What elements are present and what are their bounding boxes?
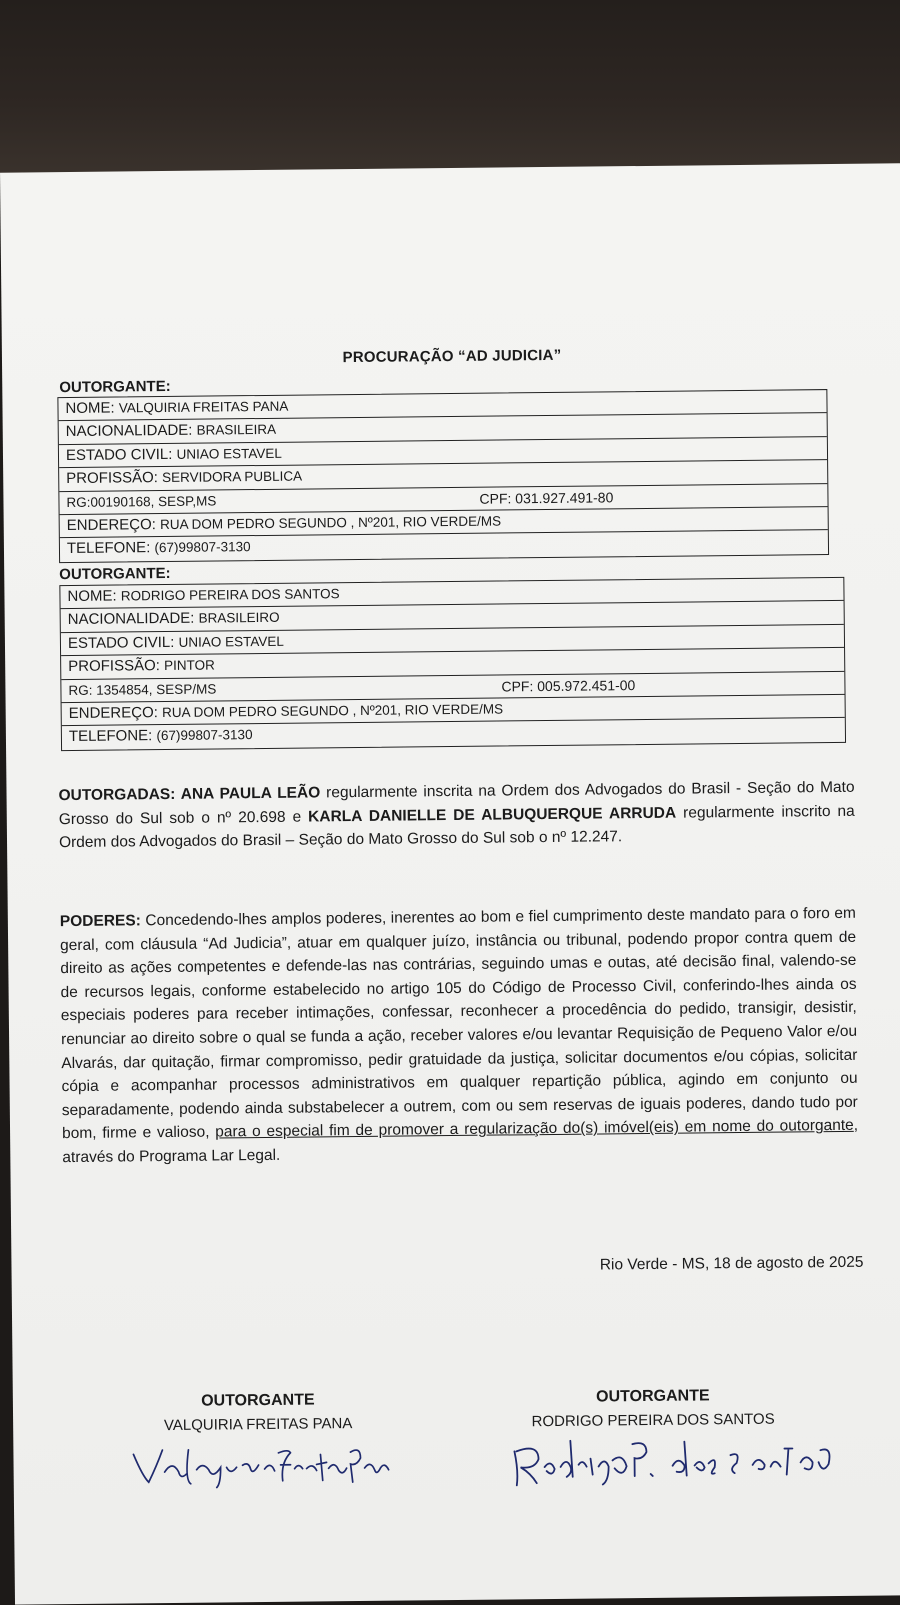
poderes-paragraph: PODERES: Concedendo-lhes amplos poderes, inerentes ao bom e fiel cumprimento deste mandato para o foro em geral, com cláusula “Ad Judicia”, atuar em qualquer juízo, instância ou tribunal, podendo propor contra quem de direito as ações competentes e defende-las nas contrárias, seguindo umas e outas, até decisão final, valendo-se de recursos legais, conforme estabelecido no artigo 105 do Código de Processo Civil, conferindo-lhes ainda os especiais poderes para receber intimações, confessar, reconhecer a procedência do pedido, transigir, desistir, renunciar ao direito sobre o qual se funda a ação, receber valores e/ou levantar Requisição de Pequeno Valor e/ou Alvarás, dar quitação, firmar compromisso, pedir gratuidade da justiça, solicitar documentos e/ou cópias, solicitar cópia e acompanhar processos administrativos em qualquer repartição pública, agindo em conjunto ou separadamente, podendo ainda substabelecer a outrem, com ou sem reservas de iguais poderes, dando tudo por bom, firme e valioso, para o especial fim de promover a regularização do(s) imóvel(eis) em nome do outorgante, através do Programa Lar Legal. [59, 904, 859, 1167]
place-date: Rio Verde - MS, 18 de agosto de 2025 [599, 1253, 864, 1274]
background-surface [0, 0, 900, 175]
outorgadas-paragraph: OUTORGADAS: ANA PAULA LEÃO regularmente inscrita na Ordem dos Advogados do Brasil - Seção do Mato Grosso do Sul sob o nº 20.698 e KARLA DANIELLE DE ALBUQUERQUE ARRUDA regularmente inscrito na Ordem dos Advogados do Brasil – Seção do Mato Grosso do Sul sob o nº 12.247. [58, 778, 855, 852]
outorgante-table-2 [59, 577, 846, 751]
field-rg-cpf: RG:00190168, SESP,MS CPF: 031.927.491-80 [59, 484, 827, 515]
paper-sheet [0, 163, 900, 1604]
field-nacionalidade: NACIONALIDADE: BRASILEIRA [59, 413, 827, 444]
document-title: PROCURAÇÃO “AD JUDICIA” [342, 346, 562, 367]
field-rg-cpf: RG: 1354854, SESP/MS CPF: 005.972.451-00 [61, 671, 844, 703]
handwritten-signature-2 [508, 1426, 854, 1494]
signature-title-1: OUTORGANTE [201, 1391, 315, 1410]
field-nome: NOME: VALQUIRIA FREITAS PANA [58, 390, 826, 421]
field-telefone: TELEFONE: (67)99807-3130 [68, 727, 253, 746]
outorgante-label-1: OUTORGANTE: [59, 377, 171, 397]
handwritten-signature-1 [128, 1434, 399, 1497]
field-endereco: ENDEREÇO: RUA DOM PEDRO SEGUNDO , Nº201, RIO VERDE/MS [60, 507, 828, 538]
signature-title-2: OUTORGANTE [596, 1387, 710, 1406]
field-profissao: PROFISSÃO: PINTOR [61, 648, 844, 680]
outorgante-label-2: OUTORGANTE: [59, 564, 171, 584]
field-profissao: PROFISSÃO: SERVIDORA PUBLICA [59, 460, 827, 491]
field-endereco: ENDEREÇO: RUA DOM PEDRO SEGUNDO , Nº201, RIO VERDE/MS [62, 695, 845, 727]
field-estado-civil: ESTADO CIVIL: UNIAO ESTAVEL [61, 625, 844, 657]
field-estado-civil: ESTADO CIVIL: UNIAO ESTAVEL [59, 437, 827, 468]
field-nacionalidade: NACIONALIDADE: BRASILEIRO [61, 601, 844, 633]
field-nome: NOME: RODRIGO PEREIRA DOS SANTOS [60, 578, 843, 610]
field-telefone: TELEFONE: (67)99807-3130 [66, 539, 251, 558]
outorgante-table-1 [57, 389, 829, 563]
signature-name-1: VALQUIRIA FREITAS PANA [163, 1415, 353, 1435]
signature-name-2: RODRIGO PEREIRA DOS SANTOS [531, 1410, 775, 1431]
